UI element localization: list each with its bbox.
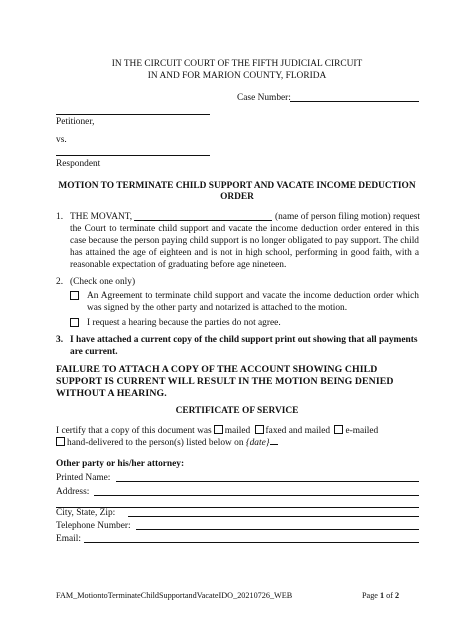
hearing-checkbox[interactable]: [70, 318, 79, 327]
court-header-line2: IN AND FOR MARION COUNTY, FLORIDA: [147, 71, 327, 81]
movant-name-field[interactable]: [134, 220, 272, 221]
option-agreement-text: An Agreement to terminate child support and vacate the income deduction order which was signed by the other party and notarized is attached to the motion.: [87, 291, 419, 313]
city-state-zip-field[interactable]: [128, 516, 419, 517]
emailed-label: e-mailed: [345, 426, 379, 436]
faxed-checkbox[interactable]: [255, 425, 264, 434]
page-prefix: Page: [362, 591, 378, 600]
certificate-heading: CERTIFICATE OF SERVICE: [175, 406, 299, 416]
certificate-prefix: I certify that a copy of this document was: [56, 426, 212, 436]
email-label: Email:: [56, 534, 81, 544]
item3-number: 3.: [56, 335, 64, 345]
option-hearing-text: I request a hearing because the parties do not agree.: [87, 318, 281, 328]
hand-delivered-label: hand-delivered to the person(s) listed below on: [67, 438, 244, 448]
date-placeholder[interactable]: {date}: [245, 438, 270, 448]
hand-delivered-checkbox[interactable]: [56, 437, 65, 446]
mailed-label: mailed: [224, 426, 251, 436]
motion-title-line2: ORDER: [220, 192, 254, 202]
warning-text: FAILURE TO ATTACH A COPY OF THE ACCOUNT SHOWING CHILD SUPPORT IS CURRENT WILL RESULT IN THE MOTION BEING DENIED WITHOUT A HEARING.: [56, 364, 394, 399]
case-number-label: Case Number:: [237, 93, 291, 103]
address-label: Address:: [56, 487, 90, 497]
printed-name-field[interactable]: [116, 481, 419, 482]
telephone-label: Telephone Number:: [56, 521, 131, 531]
item1-first-line-rest: (name of person filing motion) request: [275, 212, 421, 222]
page-current: 1: [379, 591, 385, 600]
motion-title-line1: MOTION TO TERMINATE CHILD SUPPORT AND VACATE INCOME DEDUCTION: [58, 181, 416, 191]
printed-name-label: Printed Name:: [56, 473, 111, 483]
page-indicator: [362, 591, 399, 601]
case-number-field[interactable]: [290, 101, 419, 102]
page-of: of: [386, 591, 393, 600]
agreement-checkbox[interactable]: [70, 291, 79, 300]
other-party-heading: Other party or his/her attorney:: [56, 459, 185, 469]
form-id: FAM_MotiontoTerminateChildSupportandVacateIDO_20210726_WEB: [56, 591, 293, 600]
petitioner-label: Petitioner,: [56, 117, 95, 127]
respondent-label: Respondent: [56, 159, 101, 169]
page-total: 2: [394, 591, 400, 600]
certificate-line1: [56, 425, 378, 437]
item3-text: I have attached a current copy of the child support print out showing that all payments are current.: [70, 335, 418, 357]
item2-label: (Check one only): [70, 277, 136, 287]
telephone-field[interactable]: [136, 529, 419, 530]
vs-label: vs.: [56, 135, 67, 145]
petitioner-name-field[interactable]: [56, 114, 210, 115]
respondent-name-field[interactable]: [56, 155, 210, 156]
mailed-checkbox[interactable]: [214, 425, 223, 434]
emailed-checkbox[interactable]: [334, 425, 343, 434]
item1-body: the Court to terminate child support and vacate the income deduction order entered in this case because the person paying child support is no longer obligated to pay support. The child has attained the age of eighteen and is not in high school, performing in good faith, with a reasonable expectation of graduating before age nineteen.: [70, 224, 419, 270]
item2-number: 2.: [56, 277, 64, 287]
certificate-line2: [56, 437, 278, 449]
city-state-zip-label: City, State, Zip:: [56, 508, 116, 518]
item1-lead: THE MOVANT,: [70, 212, 133, 222]
faxed-label: faxed and mailed: [265, 426, 331, 436]
item1-number: 1.: [56, 212, 64, 222]
address-field[interactable]: [94, 495, 419, 496]
court-header-line1: IN THE CIRCUIT COURT OF THE FIFTH JUDICIAL CIRCUIT: [111, 59, 363, 69]
email-field[interactable]: [84, 542, 419, 543]
